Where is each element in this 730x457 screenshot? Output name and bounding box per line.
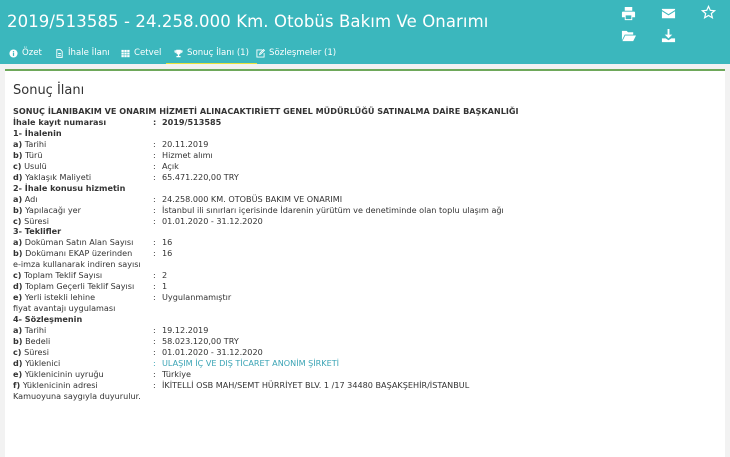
email-button[interactable] xyxy=(659,5,677,21)
document-icon xyxy=(55,49,64,58)
field-label: a) Tarihi xyxy=(13,138,47,149)
field-separator: : xyxy=(153,149,156,160)
field-label: e) Yüklenicinin uyruğu xyxy=(13,368,104,379)
field-label: d) Yaklaşık Maliyeti xyxy=(13,171,92,182)
field-value: İKİTELLİ OSB MAH/SEMT HÜRRİYET BLV. 1 /17 34480 BAŞAKŞEHİR/İSTANBUL xyxy=(162,379,470,390)
page-header xyxy=(0,0,730,64)
tab-ihale-ilani[interactable] xyxy=(55,42,110,64)
field-separator: : xyxy=(153,138,156,149)
field-row xyxy=(13,325,713,336)
field-label: b) Dokümanı EKAP üzerinden xyxy=(13,248,133,259)
field-row xyxy=(13,161,713,172)
field-value: 16 xyxy=(162,237,173,248)
field-label: b) Yapılacağı yer xyxy=(13,204,81,215)
field-value: 19.12.2019 xyxy=(162,325,209,336)
field-row xyxy=(13,292,713,303)
tab-sonuc-ilani[interactable] xyxy=(174,42,249,64)
table-grid-icon xyxy=(121,49,130,58)
field-label: c) Usulü xyxy=(13,160,47,171)
field-row xyxy=(13,380,713,391)
envelope-icon xyxy=(661,6,676,21)
field-row xyxy=(13,205,713,216)
field-value: Türkiye xyxy=(162,368,191,379)
field-row xyxy=(13,358,713,369)
panel-title: Sonuç İlanı xyxy=(13,83,85,98)
section-heading: 4- Sözleşmenin xyxy=(13,314,83,325)
section-heading: 1- İhalenin xyxy=(13,127,62,138)
tab-label: Sonuç İlanı (1) xyxy=(187,48,249,58)
field-value: İstanbul ili sınırları içerisinde İdarenin yürütüm ve denetiminde olan toplu ulaşım ağı xyxy=(162,204,504,215)
field-value: 01.01.2020 - 31.12.2020 xyxy=(162,346,263,357)
field-row xyxy=(13,248,713,259)
tab-label: Cetvel xyxy=(134,48,162,58)
field-separator: : xyxy=(153,379,156,390)
download-icon xyxy=(661,28,676,43)
folder-open-icon xyxy=(621,28,636,43)
field-value: 24.258.000 KM. OTOBÜS BAKIM VE ONARIMI xyxy=(162,193,343,204)
content-area xyxy=(0,64,730,457)
tab-label: İhale İlanı xyxy=(68,48,110,58)
field-row xyxy=(13,139,713,150)
notice-footer: Kamuoyuna saygıyla duyurulur. xyxy=(13,390,141,401)
tab-bar xyxy=(0,42,730,64)
open-folder-button[interactable] xyxy=(619,27,637,43)
tab-label: Özet xyxy=(22,48,42,58)
registry-row xyxy=(13,117,713,128)
field-value: 2 xyxy=(162,270,168,281)
edit-icon xyxy=(256,49,265,58)
field-row xyxy=(13,194,713,205)
field-row xyxy=(13,172,713,183)
field-separator: : xyxy=(153,237,156,248)
info-circle-icon xyxy=(9,49,18,58)
field-value: Uygulanmamıştır xyxy=(162,292,232,303)
field-label: e) Yerli istekli lehine xyxy=(13,292,96,303)
field-label: c) Süresi xyxy=(13,215,49,226)
download-button[interactable] xyxy=(659,27,677,43)
field-label: c) Toplam Teklif Sayısı xyxy=(13,270,103,281)
field-separator: : xyxy=(153,248,156,259)
field-row xyxy=(13,369,713,380)
tab-sozlesmeler[interactable] xyxy=(256,42,336,64)
field-row xyxy=(13,347,713,358)
field-separator: : xyxy=(153,160,156,171)
trophy-icon xyxy=(174,49,183,58)
field-label: a) Tarihi xyxy=(13,325,47,336)
favorite-button[interactable] xyxy=(699,4,717,20)
field-label: a) Adı xyxy=(13,193,38,204)
field-separator: : xyxy=(153,270,156,281)
contractor-link[interactable]: ULAŞIM İÇ VE DIŞ TİCARET ANONİM ŞİRKETİ xyxy=(162,357,340,368)
field-separator: : xyxy=(153,204,156,215)
section-heading: 3- Teklifler xyxy=(13,226,62,237)
field-label: f) Yüklenicinin adresi xyxy=(13,379,98,390)
field-separator: : xyxy=(153,357,156,368)
result-notice-panel xyxy=(5,69,725,457)
field-value: 2019/513585 xyxy=(162,116,222,127)
tab-label: Sözleşmeler (1) xyxy=(269,48,337,58)
field-label-continuation: e-imza kullanarak indiren sayısı xyxy=(13,259,141,270)
field-value: 1 xyxy=(162,281,168,292)
tab-cetvel[interactable] xyxy=(121,42,161,64)
section-heading: 2- İhale konusu hizmetin xyxy=(13,182,126,193)
notice-heading: SONUÇ İLANIBAKIM VE ONARIM HİZMETİ ALINACAKTIRİETT GENEL MÜDÜRLÜĞÜ SATINALMA DAİRE BAŞKANLIĞI xyxy=(13,106,519,116)
print-button[interactable] xyxy=(619,5,637,21)
field-label: b) Bedeli xyxy=(13,336,51,347)
field-separator: : xyxy=(153,368,156,379)
field-value: 01.01.2020 - 31.12.2020 xyxy=(162,215,263,226)
star-outline-icon xyxy=(701,5,716,20)
field-separator: : xyxy=(153,116,157,127)
field-separator: : xyxy=(153,292,156,303)
field-row xyxy=(13,336,713,347)
field-label: c) Süresi xyxy=(13,346,49,357)
field-value: 16 xyxy=(162,248,173,259)
tab-ozet[interactable] xyxy=(9,42,42,64)
field-separator: : xyxy=(153,281,156,292)
field-value: Hizmet alımı xyxy=(162,149,213,160)
field-separator: : xyxy=(153,171,156,182)
notice-document xyxy=(13,106,713,402)
field-label: b) Türü xyxy=(13,149,43,160)
field-separator: : xyxy=(153,346,156,357)
print-icon xyxy=(621,6,636,21)
field-value: 65.471.220,00 TRY xyxy=(162,171,239,182)
field-row xyxy=(13,281,713,292)
field-label: İhale kayıt numarası xyxy=(13,116,107,127)
page-title: 2019/513585 - 24.258.000 Km. Otobüs Bakım Ve Onarımı xyxy=(7,12,489,31)
field-row xyxy=(13,270,713,281)
field-label: d) Toplam Geçerli Teklif Sayısı xyxy=(13,281,135,292)
field-row xyxy=(13,237,713,248)
field-row xyxy=(13,150,713,161)
field-label: d) Yüklenici xyxy=(13,357,61,368)
field-label-continuation: fiyat avantajı uygulaması xyxy=(13,303,116,314)
field-separator: : xyxy=(153,215,156,226)
field-value: Açık xyxy=(162,160,179,171)
field-value: 58.023.120,00 TRY xyxy=(162,336,239,347)
field-separator: : xyxy=(153,336,156,347)
field-separator: : xyxy=(153,325,156,336)
field-value: 20.11.2019 xyxy=(162,138,209,149)
field-label: a) Doküman Satın Alan Sayısı xyxy=(13,237,134,248)
field-separator: : xyxy=(153,193,156,204)
field-row xyxy=(13,216,713,227)
